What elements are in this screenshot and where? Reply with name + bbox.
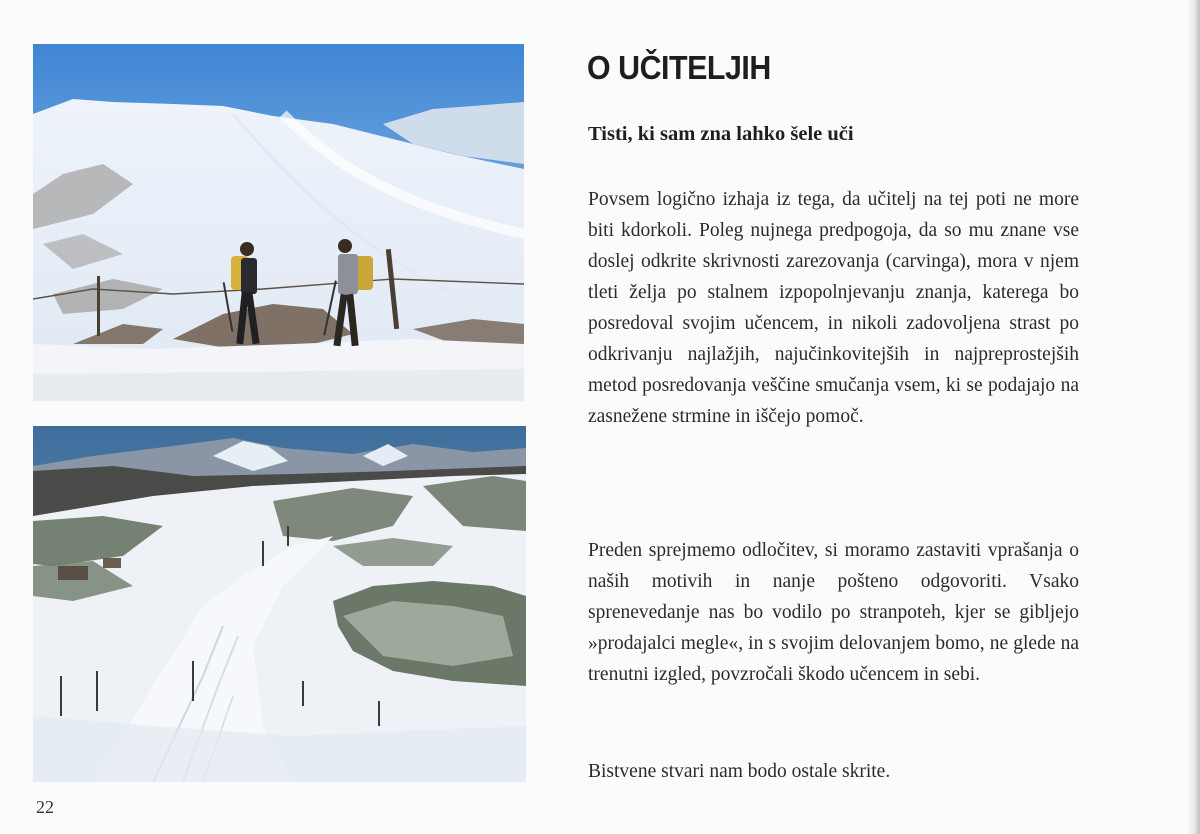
photo-mountain-hikers [33,44,524,401]
binding-edge-shadow [1186,0,1200,834]
page-title: O UČITELJIH [587,49,771,86]
section-subtitle: Tisti, ki sam zna lahko šele uči [588,123,854,145]
body-paragraph-1: Povsem logično izhaja iz tega, da učitelj na tej poti ne more biti kdorkoli. Poleg nujnega predpogoja, da so mu znane vse doslej odkrite skrivnosti zarezovanja (carvinga), mora v njem tleti želja po stalnem izpopolnjevanju znanja, katerega bo posredoval svojim učencem, in nikoli zadovoljena strast po odkrivanju najlažjih, najučinkovitejših in najpreprostejših metod posredovanja veščine smučanja vsem, ki se podajajo na zasnežene strmine in iščejo pomoč. [588,189,1079,427]
photo-ski-slopes [33,426,526,782]
body-paragraph-3: Bistvene stvari nam bodo ostale skrite. [588,761,891,782]
page-number: 22 [36,797,54,817]
body-paragraph-2: Preden sprejmemo odločitev, si moramo zastaviti vprašanja o naših motivih in nanje pošteno odgovoriti. Vsako sprenevedanje nas bo vodilo po stranpoteh, kjer se gibljejo »prodajalci megle«, in s svojim delovanjem bomo, ne glede na trenutni izgled, povzročali škodo učencem in sebi. [588,540,1079,685]
